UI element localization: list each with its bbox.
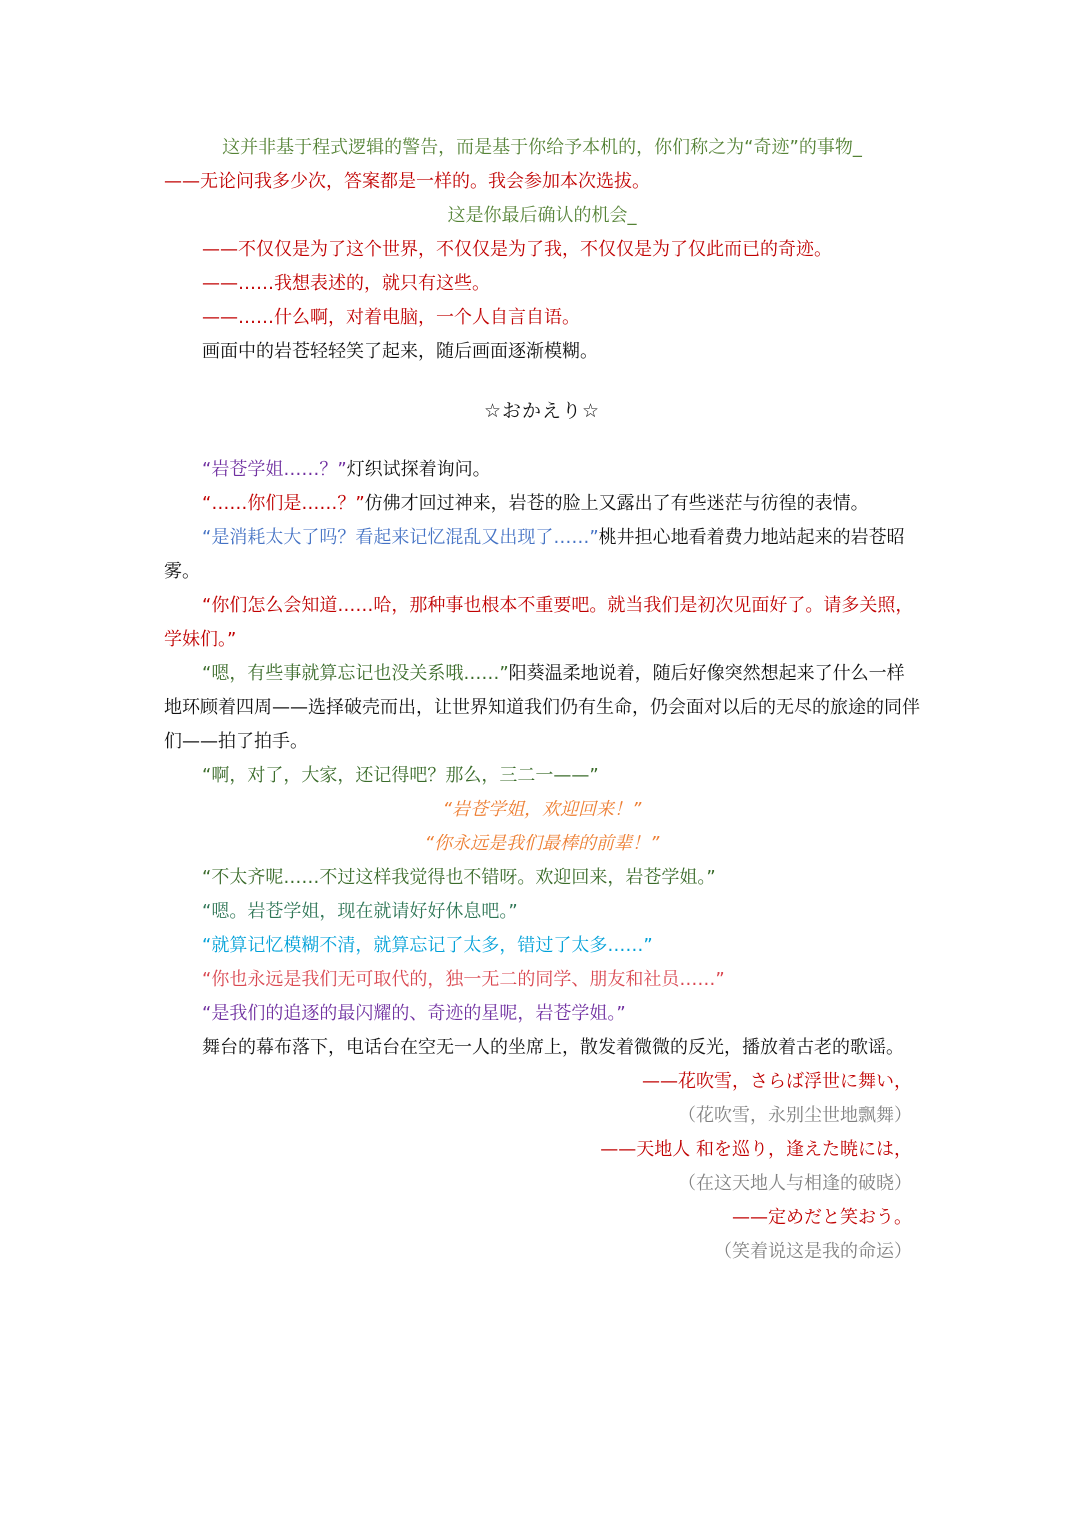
story-paragraph — [164, 657, 920, 759]
story-paragraph — [164, 487, 920, 521]
song-translation-line: （在这天地人与相逢的破晓） — [678, 1173, 912, 1194]
narration: 灯织试探着询问。 — [346, 459, 491, 480]
song-lyric-line: ——花吹雪，さらば浮世に舞い， — [642, 1071, 912, 1092]
dialogue-line: ——……我想表述的，就只有这些。 — [202, 273, 490, 294]
story-paragraph — [164, 521, 920, 589]
quote-mano: “嗯，有些事就算忘记也没关系哦……” — [202, 663, 509, 684]
quote-mano: “啊，对了，大家，还记得吧？那么，三二一——” — [202, 765, 599, 786]
section-title: ☆おかえり☆ — [483, 400, 601, 422]
quote-hiori: “岩苍学姐……？” — [202, 459, 347, 480]
quote-line: “就算记忆模糊不清，就算忘记了太多，错过了太多……” — [202, 935, 653, 956]
chorus-line: “你永远是我们最棒的前辈！” — [424, 833, 660, 854]
quote-line: “不太齐呢……不过这样我觉得也不错呀。欢迎回来，岩苍学姐。” — [202, 867, 716, 888]
system-warning-line: 这并非基于程式逻辑的警告，而是基于你给予本机的，你们称之为“奇迹”的事物_ — [222, 137, 862, 158]
quote-line: “嗯。岩苍学姐，现在就请好好休息吧。” — [202, 901, 518, 922]
quote-iwakura-paragraph: “你们怎么会知道……哈，那种事也根本不重要吧。就当我们是初次见面好了。请多关照，学妹们。” — [164, 595, 914, 650]
quote-iwakura: “……你们是……？” — [202, 493, 365, 514]
song-lyric-line: ——定めだと笑おう。 — [732, 1207, 912, 1228]
quote-meguru: “是消耗太大了吗？看起来记忆混乱又出现了……” — [202, 527, 599, 548]
narration: 仿佛才回过神来，岩苍的脸上又露出了有些迷茫与彷徨的表情。 — [364, 493, 869, 514]
song-lyric-line: ——天地人 和を巡り，逢えた暁には， — [600, 1139, 912, 1160]
dialogue-line: ——无论问我多少次，答案都是一样的。我会参加本次选拔。 — [164, 171, 650, 192]
dialogue-line: ——……什么啊，对着电脑，一个人自言自语。 — [202, 307, 580, 328]
dialogue-line: ——不仅仅是为了这个世界，不仅仅是为了我，不仅仅是为了仅此而已的奇迹。 — [202, 239, 832, 260]
narration-line: 舞台的幕布落下，电话台在空无一人的坐席上，散发着微微的反光，播放着古老的歌谣。 — [202, 1037, 904, 1058]
story-paragraph — [164, 453, 920, 487]
narration-line: 画面中的岩苍轻轻笑了起来，随后画面逐渐模糊。 — [202, 341, 598, 362]
chorus-line: “岩苍学姐，欢迎回来！” — [442, 799, 642, 820]
quote-line: “你也永远是我们无可取代的，独一无二的同学、朋友和社员……” — [202, 969, 725, 990]
system-warning-line: 这是你最后确认的机会_ — [447, 205, 637, 226]
narration: 阳葵温柔地说着，随后好像突然想起来了什么一样地环顾着四周——选择破壳而出，让世界知道我们仍有生命，仍会面对以后的无尽的旅途的同伴们——拍了拍手。 — [164, 663, 920, 752]
quote-line: “是我们的追逐的最闪耀的、奇迹的星呢，岩苍学姐。” — [202, 1003, 626, 1024]
song-translation-line: （花吹雪，永别尘世地飘舞） — [678, 1105, 912, 1126]
song-translation-line: （笑着说这是我的命运） — [714, 1241, 912, 1262]
narration: 桃井担心地看着费力地站起来的岩苍昭雾。 — [164, 527, 905, 582]
